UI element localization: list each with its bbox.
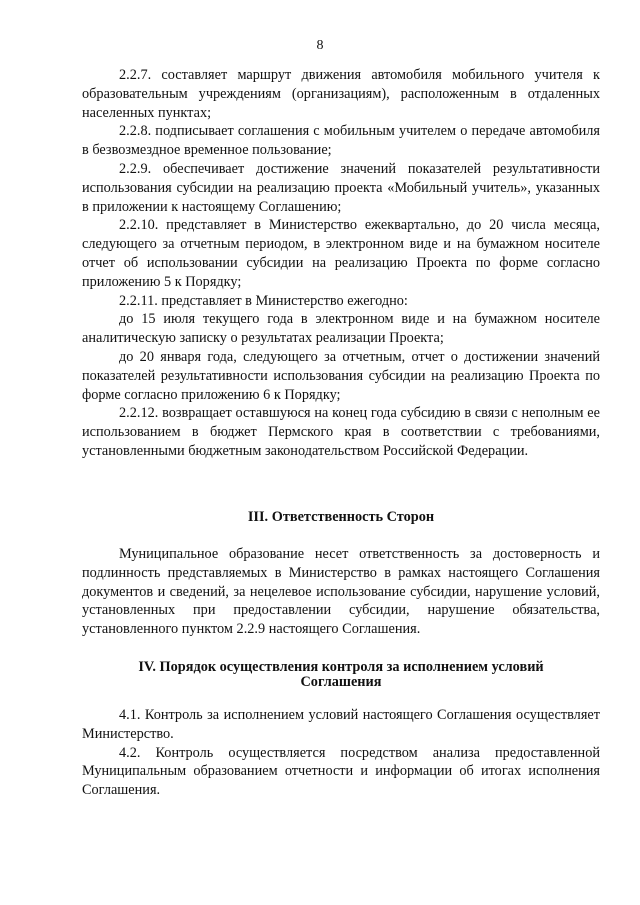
section-3-paragraph: Муниципальное образование несет ответственность за достоверность и подлинность представляемых в Министерство в рамках настоящего Соглашения документов и сведений, за нецелевое использование субсидии, нарушение условий, установленных при предоставлении субсидии, нарушение обязательства, установленного пунктом 2.2.9 настоящего Соглашения. — [82, 546, 600, 638]
clause-2-2-12: 2.2.12. возвращает оставшуюся на конец года субсидию в связи с неполным ее использованием в бюджет Пермского края в соответствии с требованиями, установленными бюджетным законодательством Российской Федерации. — [82, 405, 600, 459]
section-4-heading-block — [82, 660, 600, 690]
section-3-heading: III. Ответственность Сторон — [247, 509, 435, 525]
page-number: 8 — [316, 38, 324, 53]
section-4-body — [82, 706, 600, 800]
clause-2-2-10: 2.2.10. представляет в Министерство ежеквартально, до 20 числа месяца, следующего за отчетным периодом, в электронном виде и на бумажном носителе отчет об использовании субсидии на реализацию Проекта по форме согласно приложению 5 к Порядку; — [82, 217, 600, 290]
section-4-heading-line-1: IV. Порядок осуществления контроля за исполнением условий — [138, 659, 544, 675]
section-3-heading-block — [82, 510, 600, 525]
clause-2-2-8: 2.2.8. подписывает соглашения с мобильным учителем о передаче автомобиля в безвозмездное временное пользование; — [82, 123, 600, 159]
clause-2-2-9: 2.2.9. обеспечивает достижение значений показателей результативности использования субсидии на реализацию проекта «Мобильный учитель», указанных в приложении к настоящему Соглашению; — [82, 160, 600, 215]
clause-4-2: 4.2. Контроль осуществляется посредством анализа предоставленной Муниципальным образованием отчетности и информации об итогах исполнения Соглашения. — [82, 744, 600, 799]
section-2-continuation — [82, 66, 600, 461]
clause-2-2-11-item-1: до 15 июля текущего года в электронном виде и на бумажном носителе аналитическую записку о результатах реализации Проекта; — [82, 311, 600, 347]
clause-2-2-11-item-2: до 20 января года, следующего за отчетным, отчет о достижении значений показателей результативности использования субсидии на реализацию Проекта по форме согласно приложению 6 к Порядку; — [82, 348, 600, 403]
clause-4-1: 4.1. Контроль за исполнением условий настоящего Соглашения осуществляет Министерство. — [82, 707, 600, 742]
section-3-body — [82, 545, 600, 639]
section-4-heading-line-2: Соглашения — [300, 674, 382, 690]
clause-2-2-11: 2.2.11. представляет в Министерство ежегодно: — [119, 292, 408, 309]
clause-2-2-7: 2.2.7. составляет маршрут движения автомобиля мобильного учителя к образовательным учреждениям (организациям), расположенным в отдаленных населенных пунктах; — [82, 67, 600, 121]
